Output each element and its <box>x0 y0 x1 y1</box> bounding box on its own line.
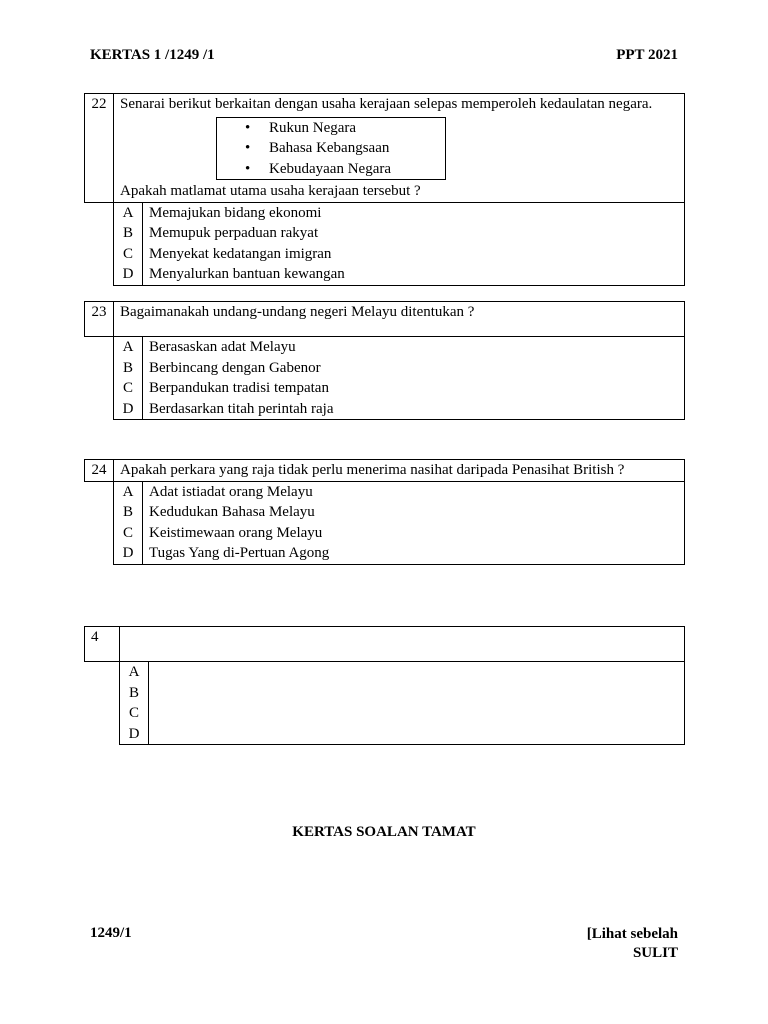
bullet-item: • Bahasa Kebangsaan <box>217 138 445 159</box>
option-letter: D <box>114 264 143 285</box>
option-text <box>149 703 685 724</box>
question-24 <box>84 459 685 565</box>
question-intro: Senarai berikut berkaitan dengan usaha kerajaan selepas memperoleh kedaulatan negara. <box>120 96 653 112</box>
question-number: 23 <box>85 302 114 337</box>
option-text: Kedudukan Bahasa Melayu <box>143 502 685 523</box>
option-letter: D <box>120 724 149 745</box>
question-stem: Apakah matlamat utama usaha kerajaan tersebut ? <box>120 183 421 199</box>
option-letter: D <box>114 399 143 420</box>
option-text: Berasaskan adat Melayu <box>143 337 685 358</box>
question-23 <box>84 301 685 420</box>
option-letter: C <box>114 244 143 265</box>
option-letter: B <box>114 502 143 523</box>
footer-classification: SULIT <box>632 945 678 961</box>
question-blank <box>84 626 685 745</box>
option-letter: A <box>114 202 143 223</box>
question-stem: Bagaimanakah undang-undang negeri Melayu ditentukan ? <box>114 302 685 337</box>
option-letter: A <box>114 481 143 502</box>
question-stem: Apakah perkara yang raja tidak perlu menerima nasihat daripada Penasihat British ? <box>114 460 685 482</box>
footer-paper-code: 1249/1 <box>90 925 132 941</box>
option-letter: C <box>114 378 143 399</box>
option-letter: B <box>114 223 143 244</box>
option-letter: C <box>114 523 143 544</box>
option-text <box>149 724 685 745</box>
option-letter: B <box>120 683 149 704</box>
option-letter: B <box>114 358 143 379</box>
question-number: 22 <box>85 94 114 203</box>
bullet-item: • Kebudayaan Negara <box>217 159 445 180</box>
option-letter: A <box>120 662 149 683</box>
question-stem-block <box>114 94 685 203</box>
option-text: Memajukan bidang ekonomi <box>143 202 685 223</box>
footer-turn-over: [Lihat sebelah <box>586 926 678 942</box>
header-exam-name: PPT 2021 <box>616 47 678 63</box>
bullet-list-box <box>216 117 446 181</box>
question-number: 4 <box>85 627 120 662</box>
bullet-item: • Rukun Negara <box>217 118 445 139</box>
option-text <box>149 683 685 704</box>
option-letter: D <box>114 543 143 564</box>
option-text <box>149 662 685 683</box>
option-text: Berpandukan tradisi tempatan <box>143 378 685 399</box>
option-text: Memupuk perpaduan rakyat <box>143 223 685 244</box>
option-text: Menyalurkan bantuan kewangan <box>143 264 685 285</box>
question-number: 24 <box>85 460 114 482</box>
option-text: Adat istiadat orang Melayu <box>143 481 685 502</box>
option-letter: C <box>120 703 149 724</box>
option-text: Berbincang dengan Gabenor <box>143 358 685 379</box>
option-text: Keistimewaan orang Melayu <box>143 523 685 544</box>
option-text: Berdasarkan titah perintah raja <box>143 399 685 420</box>
header-paper-code: KERTAS 1 /1249 /1 <box>90 47 215 63</box>
footer-right <box>587 925 678 963</box>
question-stem <box>120 627 685 662</box>
end-of-paper-text: KERTAS SOALAN TAMAT <box>292 824 476 840</box>
option-letter: A <box>114 337 143 358</box>
option-text: Menyekat kedatangan imigran <box>143 244 685 265</box>
question-22 <box>84 93 685 286</box>
option-text: Tugas Yang di-Pertuan Agong <box>143 543 685 564</box>
